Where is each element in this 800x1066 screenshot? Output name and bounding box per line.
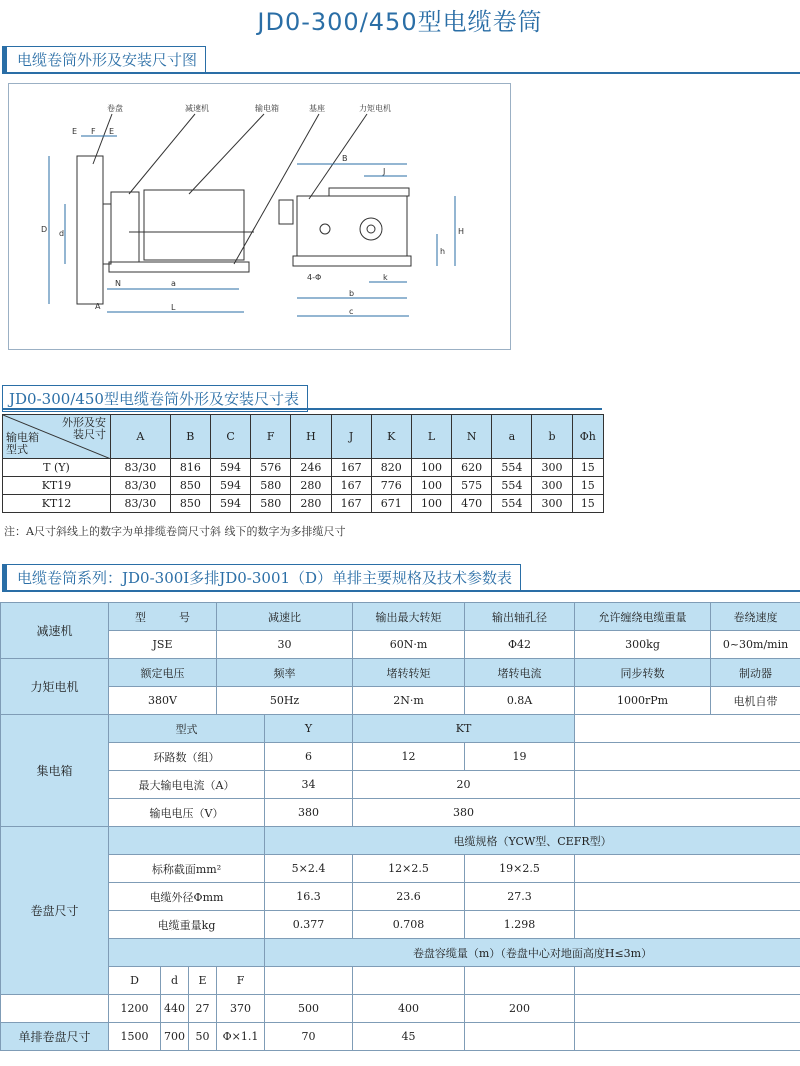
- cell: 60N·m: [353, 631, 465, 659]
- cell: 580: [251, 495, 291, 513]
- cell: 300: [532, 477, 572, 495]
- cell: 环路数（组）: [109, 743, 265, 771]
- cell: Φ42: [465, 631, 575, 659]
- cell: 200: [465, 995, 575, 1023]
- cell: 12×2.5: [353, 855, 465, 883]
- cell: 671: [371, 495, 411, 513]
- col-header: a: [492, 415, 532, 459]
- cell: 70: [265, 1023, 353, 1051]
- label-base: 基座: [309, 104, 325, 113]
- cell: D: [109, 967, 161, 995]
- col-header: Φh: [572, 415, 603, 459]
- cell: 额定电压: [109, 659, 217, 687]
- cell: 554: [492, 459, 532, 477]
- cell: 制动器: [711, 659, 800, 687]
- reel-diameter-row: [1, 883, 800, 911]
- cell: 0.708: [353, 911, 465, 939]
- cell: 380: [353, 799, 575, 827]
- cell: 280: [291, 477, 331, 495]
- cell: 370: [217, 995, 265, 1023]
- cell: 575: [452, 477, 492, 495]
- cell: 100: [411, 459, 451, 477]
- cell: 50Hz: [217, 687, 353, 715]
- cell: 卷绕速度: [711, 603, 800, 631]
- cell: 16.3: [265, 883, 353, 911]
- reducer-body: [111, 192, 139, 262]
- cell: 5×2.4: [265, 855, 353, 883]
- cell: 500: [265, 995, 353, 1023]
- table-row: [3, 459, 604, 477]
- cell: 减速比: [217, 603, 353, 631]
- cell: 820: [371, 459, 411, 477]
- cell: 850: [170, 495, 210, 513]
- cell: 300kg: [575, 631, 711, 659]
- label-reel: 卷盘: [107, 104, 123, 113]
- section-divider: [2, 72, 800, 74]
- cell: 167: [331, 495, 371, 513]
- cell: [575, 911, 800, 939]
- cell: [575, 995, 800, 1023]
- cell: 允许缠绕电缆重量: [575, 603, 711, 631]
- label-c: c: [349, 307, 354, 316]
- label-b-small: b: [349, 289, 355, 298]
- label-f: F: [91, 127, 96, 136]
- cell: 电机自带: [711, 687, 800, 715]
- corner-top-label-2: 装尺寸: [73, 428, 106, 441]
- label-reducer: 减速机: [185, 104, 209, 113]
- cell: 776: [371, 477, 411, 495]
- col-header: C: [210, 415, 250, 459]
- cell: 50: [189, 1023, 217, 1051]
- cell: 同步转数: [575, 659, 711, 687]
- collector-current-row: [1, 771, 800, 799]
- cell: KT: [353, 715, 575, 743]
- label-h-small: h: [440, 247, 446, 256]
- cell: 100: [411, 477, 451, 495]
- cell: [1, 995, 109, 1023]
- cell: 100: [411, 495, 451, 513]
- label-e1: E: [72, 127, 78, 136]
- base-body: [109, 262, 249, 272]
- cell: 850: [170, 477, 210, 495]
- cell: Φ×1.1: [217, 1023, 265, 1051]
- right-body: [297, 196, 407, 256]
- cell: 1000rPm: [575, 687, 711, 715]
- reel-capacity-header-row: [1, 939, 800, 967]
- cell: 标称截面mm²: [109, 855, 265, 883]
- cell: 0.8A: [465, 687, 575, 715]
- cell: 1.298: [465, 911, 575, 939]
- cell: 1500: [109, 1023, 161, 1051]
- label-l: L: [171, 303, 176, 312]
- cell: 816: [170, 459, 210, 477]
- drawing-svg: [9, 84, 510, 349]
- cell: [575, 715, 800, 743]
- label-n: N: [115, 279, 121, 288]
- cell: 554: [492, 477, 532, 495]
- cell: [575, 883, 800, 911]
- cell: 19: [465, 743, 575, 771]
- collector-loops-row: [1, 743, 800, 771]
- cell: [265, 967, 353, 995]
- cell: 300: [532, 495, 572, 513]
- cell: 400: [353, 995, 465, 1023]
- col-header: K: [371, 415, 411, 459]
- cell: 15: [572, 477, 603, 495]
- cell: 19×2.5: [465, 855, 575, 883]
- cell: 167: [331, 459, 371, 477]
- cell: 440: [161, 995, 189, 1023]
- cell: 594: [210, 495, 250, 513]
- cell: [353, 967, 465, 995]
- cell: 1200: [109, 995, 161, 1023]
- cell: 576: [251, 459, 291, 477]
- cell: 27.3: [465, 883, 575, 911]
- page-title: JD0-300/450型电缆卷筒: [257, 8, 543, 36]
- col-header: N: [452, 415, 492, 459]
- cell: 83/30: [111, 495, 171, 513]
- cell: 2N·m: [353, 687, 465, 715]
- cell: [575, 771, 800, 799]
- reducer-value-row: [1, 631, 800, 659]
- cell: 堵转转矩: [353, 659, 465, 687]
- row-type: KT12: [3, 495, 111, 513]
- label-e2: E: [109, 127, 115, 136]
- col-header: J: [331, 415, 371, 459]
- label-d-big: D: [41, 225, 48, 234]
- cell: 380: [265, 799, 353, 827]
- col-header: b: [532, 415, 572, 459]
- label-k: k: [383, 273, 388, 282]
- reducer-header-row: [1, 603, 800, 631]
- cell: [575, 1023, 800, 1051]
- cell: 280: [291, 495, 331, 513]
- label-motor: 力矩电机: [359, 104, 391, 113]
- label-a-small: a: [171, 279, 176, 288]
- cell: 380V: [109, 687, 217, 715]
- corner-top-label: 外形及安: [62, 416, 106, 429]
- row-type: T (Y): [3, 459, 111, 477]
- cell: 频率: [217, 659, 353, 687]
- cell: 594: [210, 477, 250, 495]
- table-row: [3, 477, 604, 495]
- cell: 20: [353, 771, 575, 799]
- group-motor: 力矩电机: [1, 659, 109, 715]
- corner-bottom-label: 输电箱: [6, 431, 39, 444]
- cell: 电缆外径Φmm: [109, 883, 265, 911]
- group-reel: 卷盘尺寸: [1, 827, 109, 995]
- cell: [109, 827, 265, 855]
- cell: 470: [452, 495, 492, 513]
- reel-row-1: [1, 995, 800, 1023]
- reel-weight-row: [1, 911, 800, 939]
- reel-disc: [77, 156, 103, 304]
- cell: [575, 799, 800, 827]
- table-row: [3, 495, 604, 513]
- capacity-header: 卷盘容缆量（m）（卷盘中心对地面高度H≤3m）: [265, 939, 800, 967]
- cell: 最大输电电流（A）: [109, 771, 265, 799]
- cell: 6: [265, 743, 353, 771]
- single-reel-label: 单排卷盘尺寸: [1, 1023, 109, 1051]
- cell: 15: [572, 459, 603, 477]
- col-header: H: [291, 415, 331, 459]
- cell: 型 号: [109, 603, 217, 631]
- dimension-table: [2, 414, 604, 513]
- cell: 输出轴孔径: [465, 603, 575, 631]
- cell: [575, 855, 800, 883]
- corner-bottom-label-2: 型式: [6, 443, 28, 456]
- cell: [575, 743, 800, 771]
- label-j: J: [383, 167, 386, 176]
- cell: 15: [572, 495, 603, 513]
- reel-section-row: [1, 855, 800, 883]
- label-h-big: H: [458, 227, 465, 236]
- spec-table: [0, 602, 800, 1051]
- cell: 594: [210, 459, 250, 477]
- col-header: F: [251, 415, 291, 459]
- label-box: 输电箱: [255, 104, 279, 113]
- cell: Y: [265, 715, 353, 743]
- cell: 580: [251, 477, 291, 495]
- spec-section-title: 电缆卷筒系列：JD0-300Ⅰ多排JD0-3001（D）单排主要规格及技术参数表: [2, 564, 521, 591]
- col-header: B: [170, 415, 210, 459]
- cell: [465, 1023, 575, 1051]
- group-reducer: 减速机: [1, 603, 109, 659]
- drawing-section-title: 电缆卷筒外形及安装尺寸图: [2, 46, 206, 73]
- cell: 堵转电流: [465, 659, 575, 687]
- cell: 输出最大转矩: [353, 603, 465, 631]
- reel-cable-spec-row: [1, 827, 800, 855]
- label-b-big: B: [342, 154, 348, 163]
- cell: 27: [189, 995, 217, 1023]
- label-d-small: d: [59, 229, 65, 238]
- col-header: L: [411, 415, 451, 459]
- cell: 0~30m/min: [711, 631, 800, 659]
- cell: 电缆重量kg: [109, 911, 265, 939]
- dim-table-note: 注：A尺寸斜线上的数字为单排缆卷筒尺寸斜 线下的数字为多排缆尺寸: [4, 525, 346, 538]
- cell: 83/30: [111, 459, 171, 477]
- cell: E: [189, 967, 217, 995]
- cell: 0.377: [265, 911, 353, 939]
- cell: [575, 967, 800, 995]
- cell: F: [217, 967, 265, 995]
- collector-voltage-row: [1, 799, 800, 827]
- motor-value-row: [1, 687, 800, 715]
- reel-row-2: [1, 1023, 800, 1051]
- cell: 167: [331, 477, 371, 495]
- cell: 23.6: [353, 883, 465, 911]
- corner-header: [3, 415, 111, 459]
- reel-cols-row: [1, 967, 800, 995]
- cell: 554: [492, 495, 532, 513]
- dimension-drawing: [8, 83, 511, 350]
- cell: [465, 967, 575, 995]
- cell: [109, 939, 265, 967]
- cell: 700: [161, 1023, 189, 1051]
- section-divider: [2, 408, 602, 410]
- cell: 246: [291, 459, 331, 477]
- cell: 30: [217, 631, 353, 659]
- cell: 45: [353, 1023, 465, 1051]
- table-header-row: [3, 415, 604, 459]
- cell: JSE: [109, 631, 217, 659]
- cell: d: [161, 967, 189, 995]
- group-collector: 集电箱: [1, 715, 109, 827]
- cell: 型式: [109, 715, 265, 743]
- cable-spec-header: 电缆规格（YCW型、CEFR型）: [265, 827, 800, 855]
- label-phi: 4-Φ: [307, 273, 322, 282]
- collector-type-row: [1, 715, 800, 743]
- cell: 83/30: [111, 477, 171, 495]
- col-header: A: [111, 415, 171, 459]
- cell: 300: [532, 459, 572, 477]
- row-type: KT19: [3, 477, 111, 495]
- cell: 34: [265, 771, 353, 799]
- dim-section-title: JD0-300/450型电缆卷筒外形及安装尺寸表: [2, 385, 308, 412]
- section-divider: [2, 590, 800, 592]
- label-a-big: A: [95, 302, 101, 311]
- motor-header-row: [1, 659, 800, 687]
- cell: 输电电压（V）: [109, 799, 265, 827]
- cell: 620: [452, 459, 492, 477]
- cell: 12: [353, 743, 465, 771]
- box-body: [144, 190, 244, 260]
